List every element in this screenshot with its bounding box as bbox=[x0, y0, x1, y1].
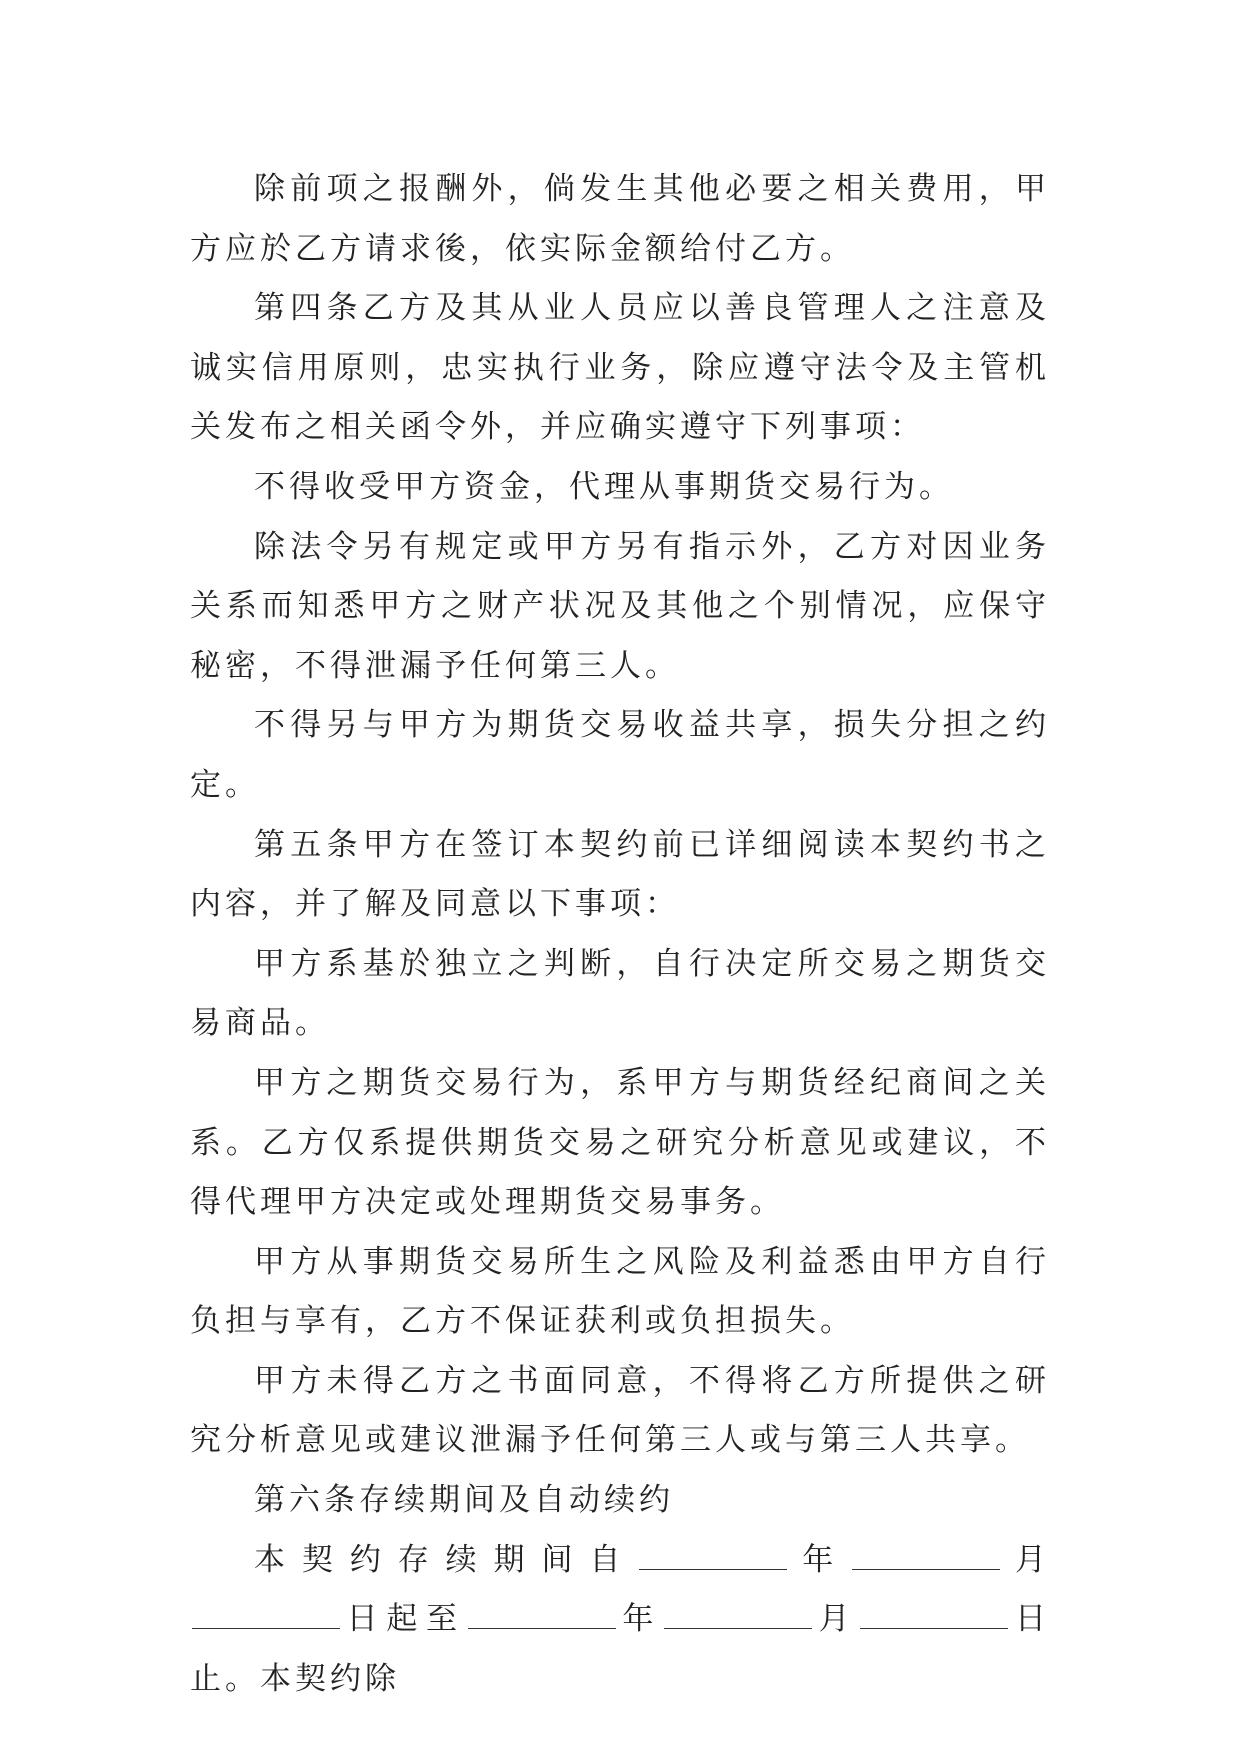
blank-end-month bbox=[664, 1598, 812, 1629]
term-year-label-2: 年 bbox=[617, 1601, 663, 1638]
blank-start-month bbox=[852, 1539, 1000, 1570]
term-year-label-1: 年 bbox=[789, 1541, 851, 1578]
paragraph-no-funds: 不得收受甲方资金，代理从事期货交易行为。 bbox=[254, 468, 954, 505]
term-month-label-1: 月 bbox=[1002, 1541, 1051, 1578]
paragraph-term bbox=[190, 1531, 1050, 1710]
blank-start-day bbox=[192, 1598, 340, 1629]
paragraph-article-4: 第四条乙方及其从业人员应以善良管理人之注意及诚实信用原则，忠实执行业务，除应遵守法令及主管机关发布之相关函令外，并应确实遵守下列事项： bbox=[190, 290, 1050, 446]
blank-end-day bbox=[860, 1598, 1008, 1629]
paragraph-article-5: 第五条甲方在签订本契约前已详细阅读本契约书之内容，并了解及同意以下事项： bbox=[190, 826, 1050, 923]
term-day-from-label: 日起至 bbox=[342, 1601, 466, 1638]
blank-end-year bbox=[468, 1598, 616, 1629]
term-prefix: 本契约存续期间自 bbox=[254, 1541, 638, 1578]
paragraph-no-disclosure: 甲方未得乙方之书面同意，不得将乙方所提供之研究分析意见或建议泄漏予任何第三人或与第三人共享。 bbox=[190, 1362, 1050, 1459]
paragraph-article-6-heading: 第六条存续期间及自动续约 bbox=[254, 1482, 674, 1519]
paragraph-no-profit-sharing: 不得另与甲方为期货交易收益共享，损失分担之约定。 bbox=[190, 707, 1050, 803]
blank-start-year bbox=[639, 1539, 787, 1570]
paragraph-risk: 甲方从事期货交易所生之风险及利益悉由甲方自行负担与享有，乙方不保证获利或负担损失。 bbox=[190, 1243, 1050, 1340]
paragraph-independent-judgment: 甲方系基於独立之判断，自行决定所交易之期货交易商品。 bbox=[190, 945, 1050, 1042]
term-end-text: 日止。本契约除 bbox=[190, 1601, 1051, 1697]
paragraph-confidentiality: 除法令另有规定或甲方另有指示外，乙方对因业务关系而知悉甲方之财产状况及其他之个别情况，应保守秘密，不得泄漏予任何第三人。 bbox=[190, 528, 1050, 684]
paragraph-broker-relationship: 甲方之期货交易行为，系甲方与期货经纪商间之关系。乙方仅系提供期货交易之研究分析意见或建议，不得代理甲方决定或处理期货交易事务。 bbox=[190, 1064, 1050, 1221]
document-body bbox=[190, 160, 1050, 1709]
term-month-label-2: 月 bbox=[814, 1601, 859, 1638]
paragraph-fee-clause: 除前项之报酬外，倘发生其他必要之相关费用，甲方应於乙方请求後，依实际金额给付乙方。 bbox=[190, 171, 1050, 267]
